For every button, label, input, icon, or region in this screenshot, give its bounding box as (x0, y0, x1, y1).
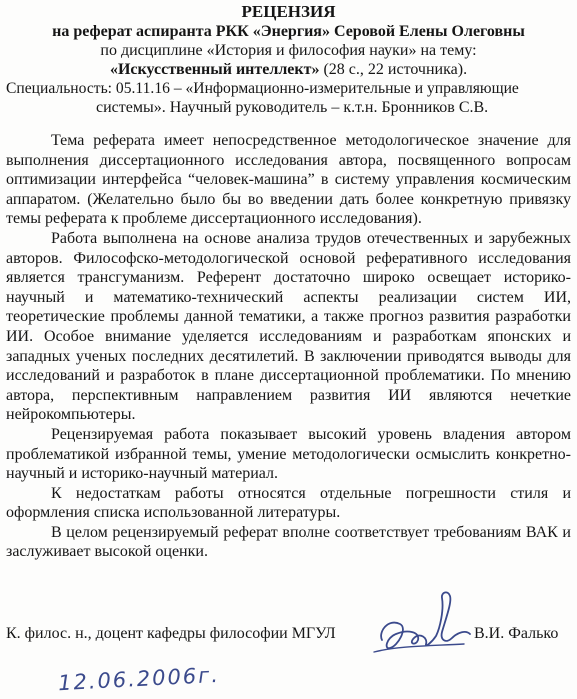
document-subtitle: на реферат аспиранта РКК «Энергия» Серовой Елены Олеговны (52, 23, 525, 40)
topic-details: (28 с., 22 источника). (319, 61, 468, 78)
document-title: РЕЦЕНЗИЯ (241, 2, 336, 21)
paragraph-conclusion: В целом рецензируемый реферат вполне соответствует требованиям ВАК и заслуживает высокой оценки. (6, 523, 571, 561)
topic-line (0, 60, 577, 79)
reviewer-position: К. филос. н., доцент кафедры философии МГУЛ (6, 625, 336, 642)
handwritten-date: 12.06.2006г. (57, 662, 221, 696)
handwritten-signature (368, 588, 473, 670)
discipline-line: по дисциплине «История и философия науки» на тему: (100, 42, 477, 59)
paragraph-shortcomings: К недостаткам работы относятся отдельные погрешности стиля и оформления списка использованной литературы. (6, 484, 571, 522)
paragraph-work-analysis: Работа выполнена на основе анализа трудов отечественных и зарубежных авторов. Философско-методологической основой реферативного исследования является трансгуманизм. Референт достаточно широко освещает историко-научный и математико-технический аспекты реализации систем ИИ, теоретические проблемы данной тематики, а также прогноз развития разработки ИИ. Особое внимание уделяется исследованиям и разработкам японских и западных ученых последних десятилетий. В заключении приводятся выводы для исследований и разработок в плане диссертационной проблематики. По мнению автора, перспективным направлением развития ИИ являются нечеткие нейрокомпьютеры. (6, 229, 571, 424)
paragraph-topic-relevance: Тема реферата имеет непосредственное методологическое значение для выполнения диссертационного исследования автора, посвященного вопросам оптимизации интерфейса “человек-машина” в систему управления космическим аппаратом. (Желательно было бы во введении дать более конкретную привязку темы реферата к проблеме диссертационного исследования). (6, 132, 571, 228)
topic-title: «Искусственный интеллект» (109, 61, 320, 78)
supervisor-line: системы». Научный руководитель – к.т.н. Бронников С.В. (96, 99, 489, 116)
specialty-line: Специальность: 05.11.16 – «Информационно-измерительные и управляющие (6, 80, 519, 97)
reviewer-name: В.И. Фалько (474, 625, 559, 642)
paragraph-mastery: Рецензируемая работа показывает высокий уровень владения автором проблематикой избранной темы, умение методологически осмыслить конкретно-научный и историко-научный материал. (6, 425, 571, 483)
review-body (6, 131, 571, 562)
